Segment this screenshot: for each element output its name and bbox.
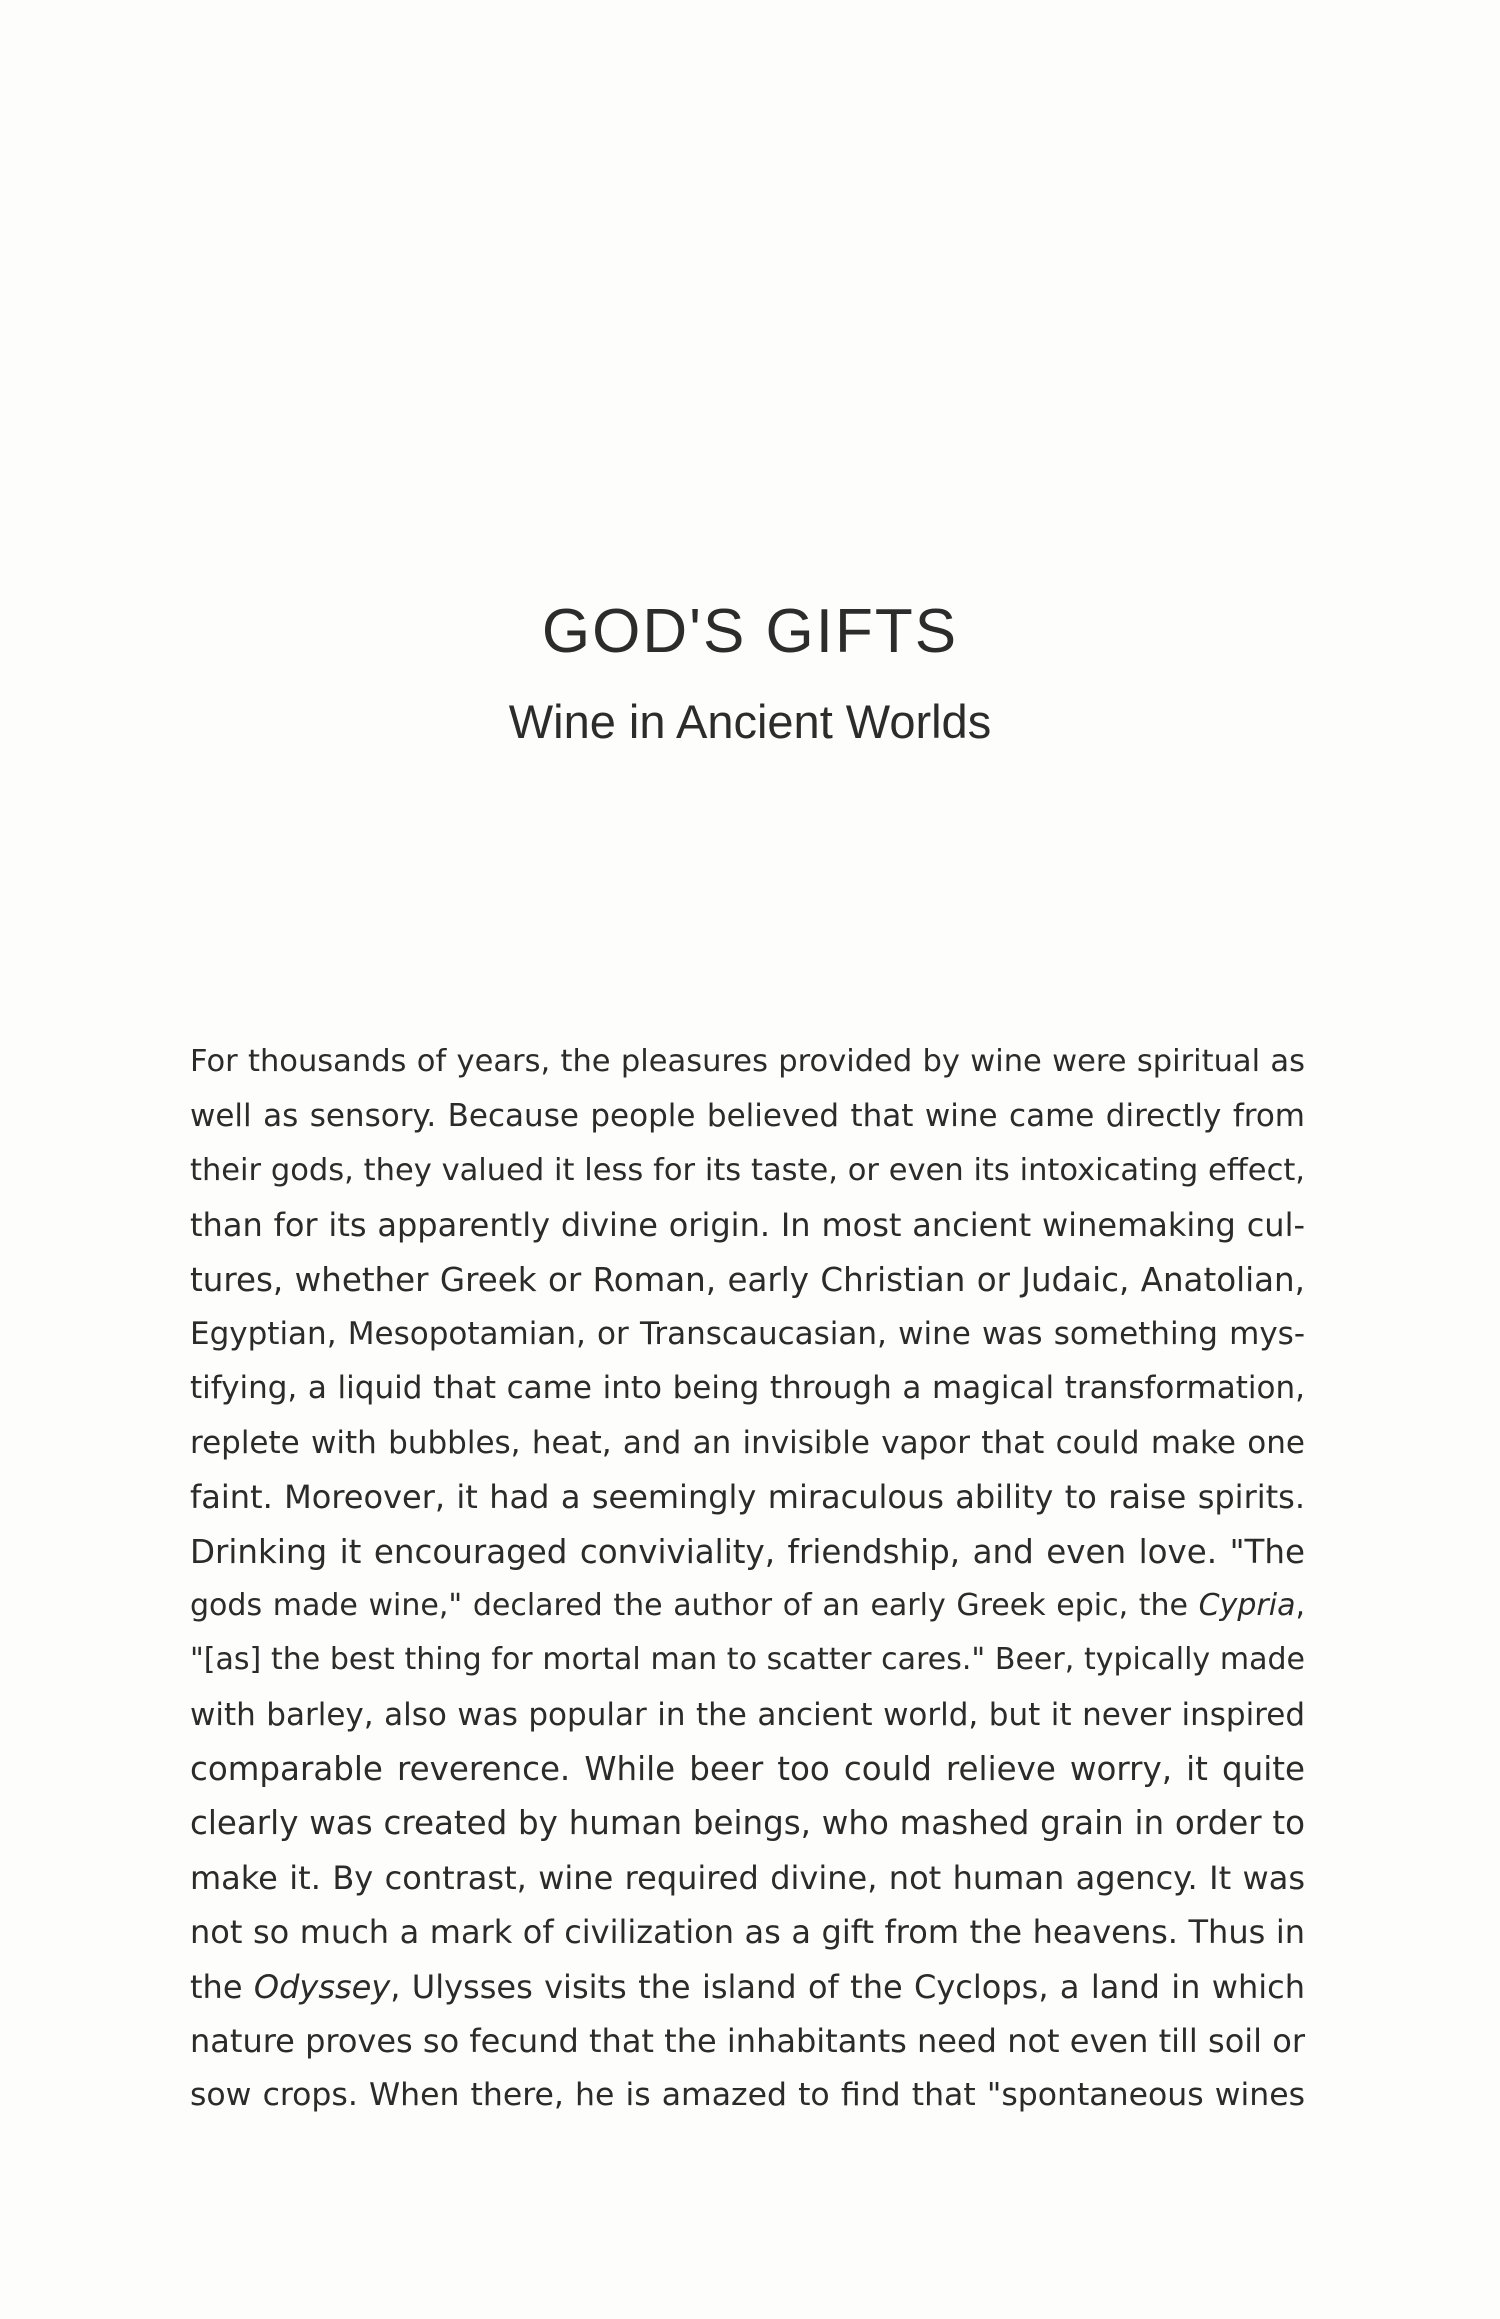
work-title-cypria: Cypria	[1198, 1587, 1296, 1623]
text-segment: , Ulysses visits the island of the Cyclops, a land in which	[390, 1967, 1306, 2006]
text-segment: the	[190, 1967, 254, 2006]
text-line: Drinking it encouraged conviviality, friendship, and even love. "The	[190, 1532, 1305, 1571]
text-line: comparable reverence. While beer too could relieve worry, it quite	[190, 1750, 1305, 1789]
text-line: replete with bubbles, heat, and an invisible vapor that could make one	[190, 1424, 1305, 1461]
text-line: clearly was created by human beings, who mashed grain in order to	[190, 1804, 1305, 1843]
text-line: their gods, they valued it less for its taste, or even its intoxicating effect,	[190, 1152, 1305, 1188]
chapter-subtitle: Wine in Ancient Worlds	[508, 695, 992, 748]
text-line: well as sensory. Because people believed that wine came directly from	[190, 1098, 1305, 1135]
text-line: with barley, also was popular in the ancient world, but it never inspired	[190, 1696, 1305, 1733]
text-line-with-title	[190, 1579, 1305, 1633]
text-line: than for its apparently divine origin. In most ancient winemaking cul-	[190, 1206, 1305, 1245]
text-line: "[as] the best thing for mortal man to scatter cares." Beer, typically made	[190, 1642, 1305, 1678]
body-paragraph	[190, 1035, 1305, 2123]
text-segment: ,	[1295, 1587, 1305, 1623]
text-line: Egyptian, Mesopotamian, or Transcaucasian, wine was something mys-	[190, 1315, 1305, 1352]
text-line-with-title	[190, 1960, 1305, 2014]
text-line: tures, whether Greek or Roman, early Christian or Judaic, Anatolian,	[190, 1260, 1305, 1299]
text-line: make it. By contrast, wine required divine, not human agency. It was	[190, 1858, 1305, 1897]
text-segment: gods made wine," declared the author of an early Greek epic, the	[190, 1587, 1199, 1623]
text-line: not so much a mark of civilization as a gift from the heavens. Thus in	[190, 1913, 1305, 1952]
text-line: For thousands of years, the pleasures provided by wine were spiritual as	[190, 1044, 1305, 1079]
text-line: faint. Moreover, it had a seemingly miraculous ability to raise spirits.	[190, 1478, 1305, 1517]
text-line: tifying, a liquid that came into being through a magical transformation,	[190, 1370, 1305, 1407]
work-title-odyssey: Odyssey	[253, 1967, 391, 2006]
text-line: sow crops. When there, he is amazed to find that "spontaneous wines	[190, 2077, 1305, 2114]
chapter-title: GOD'S GIFTS	[541, 597, 959, 666]
text-line: nature proves so fecund that the inhabitants need not even till soil or	[190, 2022, 1305, 2061]
